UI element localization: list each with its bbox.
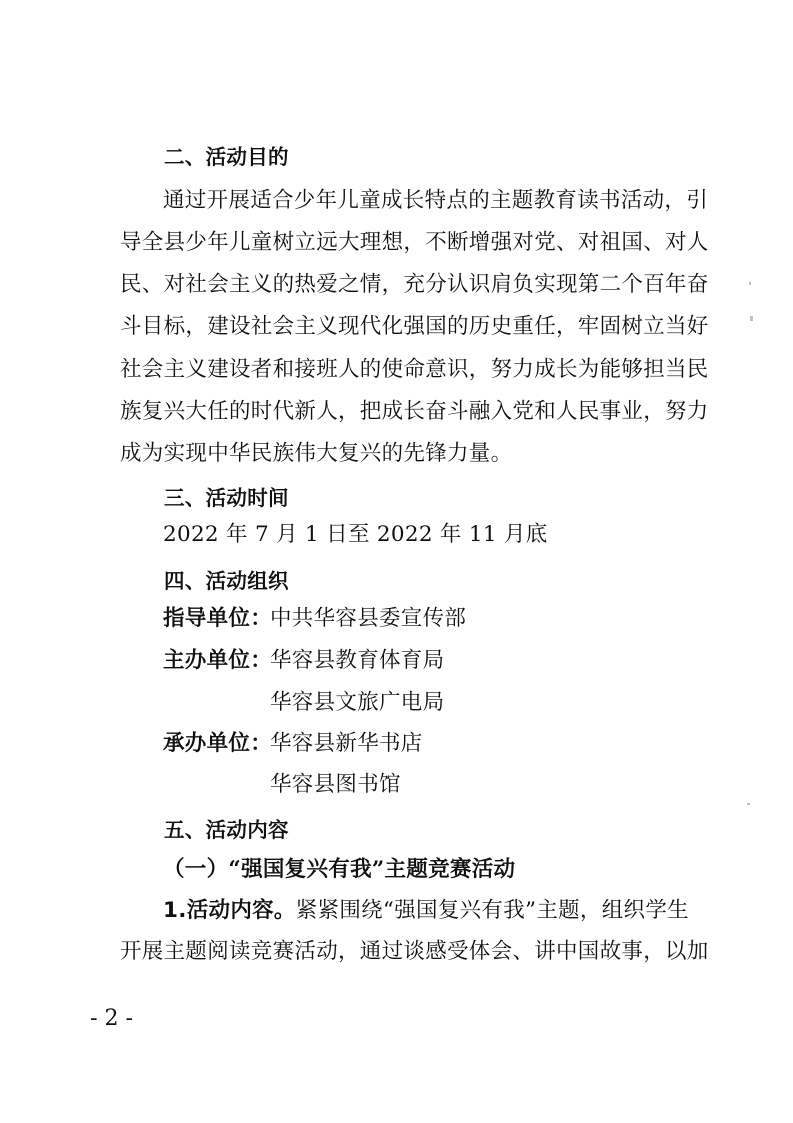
- organizer-unit-label: 承办单位：: [163, 731, 273, 756]
- organizer-unit-value-2: 华容县图书馆: [270, 772, 401, 797]
- section-2-paragraph-line-7: 成为实现中华民族伟大复兴的先锋力量。: [120, 441, 513, 466]
- subsection-1-heading: （一）“强国复兴有我”主题竞赛活动: [163, 857, 516, 882]
- section-2-paragraph-line-3: 民、对社会主义的热爱之情，充分认识肩负实现第二个百年奋: [120, 272, 709, 297]
- section-2-paragraph-line-6: 族复兴大任的时代新人，把成长奋斗融入党和人民事业，努力: [120, 399, 709, 424]
- scan-speck: [747, 803, 750, 805]
- section-3-heading: 三、活动时间: [164, 486, 289, 510]
- host-unit-value-2: 华容县文旅广电局: [270, 690, 445, 715]
- scan-speck: [749, 282, 751, 285]
- section-2-paragraph-line-2: 导全县少年儿童树立远大理想，不断增强对党、对祖国、对人: [120, 230, 709, 255]
- guide-unit-value: 中共华容县委宣传部: [270, 606, 467, 631]
- guide-unit-label: 指导单位：: [163, 606, 273, 631]
- item-1-line-2: 开展主题阅读竞赛活动，通过谈感受体会、讲中国故事，以加: [120, 939, 709, 964]
- scan-speck: [750, 316, 753, 321]
- section-2-paragraph-line-4: 斗目标，建设社会主义现代化强国的历史重任，牢固树立当好: [120, 314, 709, 339]
- host-unit-label: 主办单位：: [163, 648, 273, 673]
- section-2-paragraph-line-1: 通过开展适合少年儿童成长特点的主题教育读书活动，引: [163, 188, 709, 213]
- organizer-unit-value-1: 华容县新华书店: [270, 731, 423, 756]
- section-5-heading: 五、活动内容: [164, 818, 289, 842]
- section-2-paragraph-line-5: 社会主义建设者和接班人的使命意识，努力成长为能够担当民: [120, 357, 709, 382]
- page-number: - 2 -: [90, 1006, 133, 1031]
- host-unit-value-1: 华容县教育体育局: [270, 648, 445, 673]
- item-1-text: 紧紧围绕“强国复兴有我”主题，组织学生: [295, 898, 689, 923]
- activity-time-text: 2022 年 7 月 1 日至 2022 年 11 月底: [163, 522, 548, 547]
- section-2-heading: 二、活动目的: [164, 145, 289, 169]
- item-1-label: 1.活动内容。: [163, 898, 296, 923]
- section-4-heading: 四、活动组织: [164, 569, 289, 593]
- item-1-line-1: [163, 897, 689, 925]
